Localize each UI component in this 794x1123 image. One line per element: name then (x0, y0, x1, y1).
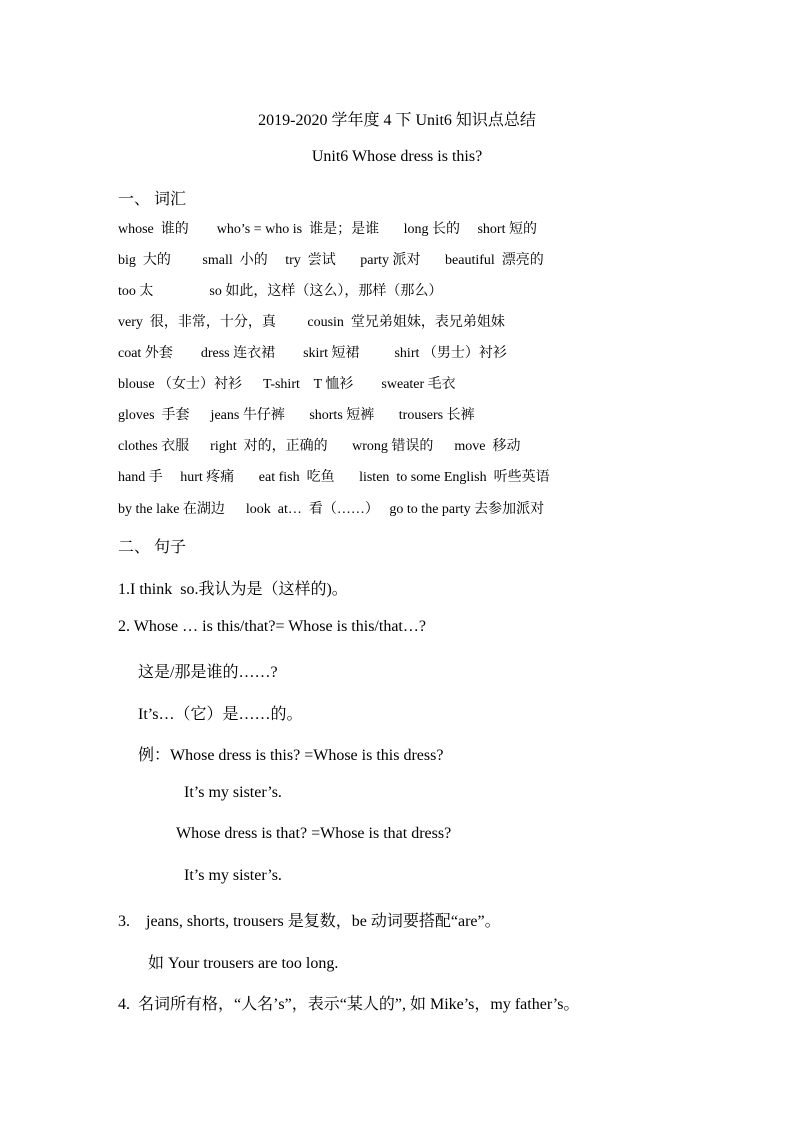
vocab-row: whose 谁的 who’s = who is 谁是；是谁 long 长的 short 短的 (118, 222, 537, 237)
sentences-heading: 二、 句子 (118, 539, 187, 556)
document-subtitle: Unit6 Whose dress is this? (311, 148, 483, 165)
vocab-row: blouse （女士）衬衫 T-shirt T 恤衫 sweater 毛衣 (118, 377, 456, 392)
vocab-row: clothes 衣服 right 对的，正确的 wrong 错误的 move 移动 (118, 439, 521, 454)
vocab-row: too 太 so 如此，这样（这么），那样（那么） (118, 284, 443, 299)
vocab-row: big 大的 small 小的 try 尝试 party 派对 beautiful 漂亮的 (118, 253, 544, 268)
example-line: Whose dress is that? =Whose is that dress? (176, 825, 452, 842)
vocab-heading: 一、 词汇 (118, 191, 187, 208)
sentence-line: 4. 名词所有格，“人名’s”，表示“某人的”, 如 Mike’s，my father’s。 (118, 996, 580, 1013)
example-line: 例：Whose dress is this? =Whose is this dress? (138, 747, 444, 764)
vocab-row: by the lake 在湖边 look at… 看（……） go to the party 去参加派对 (118, 502, 545, 517)
vocab-row: very 很，非常，十分，真 cousin 堂兄弟姐妹，表兄弟姐妹 (118, 315, 505, 330)
example-answer: It’s my sister’s. (184, 867, 282, 884)
example-line: 如 Your trousers are too long. (148, 955, 339, 972)
vocab-row: hand 手 hurt 疼痛 eat fish 吃鱼 listen to some English 听些英语 (118, 470, 550, 485)
sentence-line: It’s…（它）是……的。 (138, 706, 303, 723)
sentence-line: 1.I think so.我认为是（这样的)。 (118, 581, 348, 598)
sentence-line: 这是/那是谁的……? (138, 664, 278, 681)
sentence-line: 2. Whose … is this/that?= Whose is this/that…? (118, 618, 426, 635)
example-answer: It’s my sister’s. (184, 784, 282, 801)
document-title: 2019-2020 学年度 4 下 Unit6 知识点总结 (258, 112, 536, 129)
vocab-row: gloves 手套 jeans 牛仔裤 shorts 短裤 trousers 长裤 (118, 408, 475, 423)
sentence-line: 3. jeans, shorts, trousers 是复数，be 动词要搭配“are”。 (118, 913, 501, 930)
vocab-row: coat 外套 dress 连衣裙 skirt 短裙 shirt （男士）衬衫 (118, 346, 507, 361)
